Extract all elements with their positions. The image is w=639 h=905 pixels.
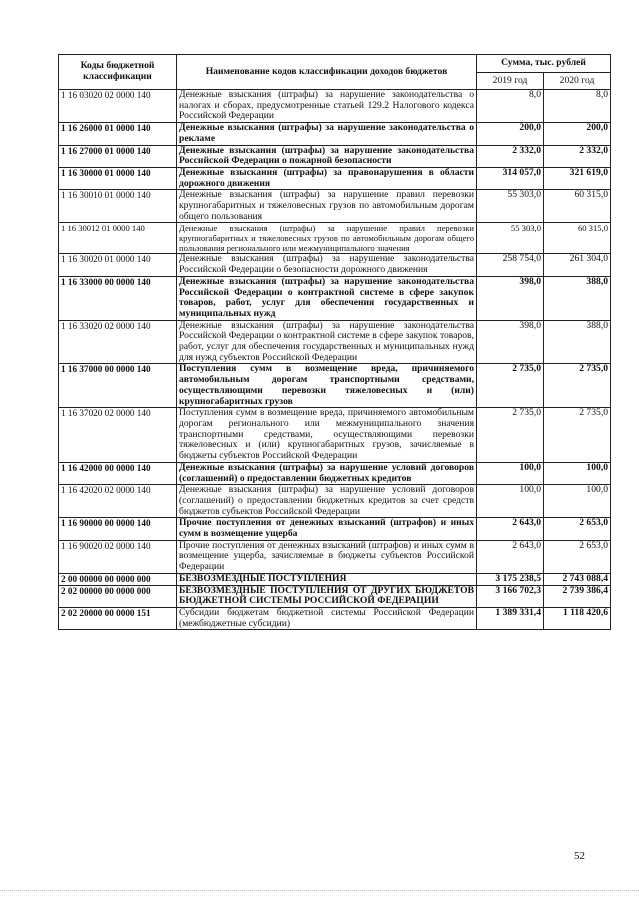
row-value-2020: 1 118 420,6 xyxy=(544,607,611,629)
row-name: Денежные взыскания (штрафы) за нарушение законодательства Российской Федерации о контрактной системе в сфере закупок товаров, работ, услуг для обеспечения государственных и муниципальных нужд xyxy=(177,276,477,320)
header-codes: Коды бюджетной классификации xyxy=(59,55,177,90)
row-name: Денежные взыскания (штрафы) за нарушение условий договоров (соглашений) о предоставлении бюджетных кредитов xyxy=(177,462,477,484)
page-number: 52 xyxy=(574,850,585,862)
table-row xyxy=(59,190,611,223)
row-code: 1 16 30010 01 0000 140 xyxy=(59,190,177,223)
row-value-2019: 100,0 xyxy=(477,485,544,518)
row-name: Прочие поступления от денежных взысканий (штрафов) и иных сумм в возмещение ущерба, зачисляемые в бюджеты субъектов Российской Федерации xyxy=(177,540,477,573)
row-code: 1 16 30000 01 0000 140 xyxy=(59,167,177,189)
row-name: Денежные взыскания (штрафы) за нарушение законодательства о налогах и сборах, предусмотренные статьей 129.2 Налогового кодекса Российской Федерации xyxy=(177,90,477,123)
row-value-2019: 2 332,0 xyxy=(477,145,544,167)
table-row xyxy=(59,254,611,276)
row-name: Поступления сумм в возмещение вреда, причиняемого автомобильным дорогам транспортными средствами, осуществляющими перевозки тяжеловесных и (или) крупногабаритных грузов xyxy=(177,364,477,408)
row-code: 1 16 90020 02 0000 140 xyxy=(59,540,177,573)
row-name: Денежные взыскания (штрафы) за нарушение правил перевозки крупногабаритных и тяжеловесных грузов по автомобильным дорогам общего пользования регионального или межмуниципального значения xyxy=(177,223,477,254)
row-value-2019: 3 166 702,3 xyxy=(477,585,544,607)
row-code: 2 02 00000 00 0000 000 xyxy=(59,585,177,607)
row-code: 2 00 00000 00 0000 000 xyxy=(59,573,177,585)
row-code: 1 16 90000 00 0000 140 xyxy=(59,518,177,540)
row-value-2020: 200,0 xyxy=(544,123,611,145)
header-year-2020: 2020 год xyxy=(544,73,611,90)
row-name: Денежные взыскания (штрафы) за правонарушения в области дорожного движения xyxy=(177,167,477,189)
table-row xyxy=(59,223,611,254)
row-value-2019: 100,0 xyxy=(477,462,544,484)
row-value-2020: 60 315,0 xyxy=(544,190,611,223)
row-value-2019: 398,0 xyxy=(477,320,544,364)
row-value-2020: 321 619,0 xyxy=(544,167,611,189)
row-name: Денежные взыскания (штрафы) за нарушение условий договоров (соглашений) о предоставлении бюджетных кредитов за счет средств бюджетов субъектов Российской Федерации xyxy=(177,485,477,518)
table-row xyxy=(59,90,611,123)
row-value-2020: 2 739 386,4 xyxy=(544,585,611,607)
row-value-2020: 100,0 xyxy=(544,462,611,484)
row-name: БЕЗВОЗМЕЗДНЫЕ ПОСТУПЛЕНИЯ ОТ ДРУГИХ БЮДЖЕТОВ БЮДЖЕТНОЙ СИСТЕМЫ РОССИЙСКОЙ ФЕДЕРАЦИИ xyxy=(177,585,477,607)
table-row xyxy=(59,518,611,540)
row-value-2019: 2 735,0 xyxy=(477,408,544,463)
header-year-2019: 2019 год xyxy=(477,73,544,90)
row-value-2019: 398,0 xyxy=(477,276,544,320)
row-value-2020: 261 304,0 xyxy=(544,254,611,276)
row-name: Поступления сумм в возмещение вреда, причиняемого автомобильным дорогам регионального или межмуниципального значения транспортными средствами, осуществляющими перевозки тяжеловесных и (или) крупногабаритных грузов, зачисляемые в бюджеты субъектов Российской Федерации xyxy=(177,408,477,463)
row-value-2019: 258 754,0 xyxy=(477,254,544,276)
row-code: 1 16 33020 02 0000 140 xyxy=(59,320,177,364)
row-name: Субсидии бюджетам бюджетной системы Российской Федерации (межбюджетные субсидии) xyxy=(177,607,477,629)
row-value-2020: 2 653,0 xyxy=(544,518,611,540)
row-value-2019: 314 057,0 xyxy=(477,167,544,189)
header-name: Наименование кодов классификации доходов бюджетов xyxy=(177,55,477,90)
row-value-2019: 200,0 xyxy=(477,123,544,145)
row-value-2019: 3 175 238,5 xyxy=(477,573,544,585)
table-row xyxy=(59,364,611,408)
row-value-2020: 2 735,0 xyxy=(544,408,611,463)
table-row xyxy=(59,320,611,364)
row-value-2020: 2 332,0 xyxy=(544,145,611,167)
row-value-2019: 2 643,0 xyxy=(477,540,544,573)
row-code: 1 16 37000 00 0000 140 xyxy=(59,364,177,408)
row-name: Денежные взыскания (штрафы) за нарушение законодательства Российской Федерации о пожарной безопасности xyxy=(177,145,477,167)
row-value-2019: 1 389 331,4 xyxy=(477,607,544,629)
row-value-2020: 8,0 xyxy=(544,90,611,123)
table-row xyxy=(59,462,611,484)
row-name: Прочие поступления от денежных взысканий (штрафов) и иных сумм в возмещение ущерба xyxy=(177,518,477,540)
table-row xyxy=(59,167,611,189)
row-code: 1 16 30020 01 0000 140 xyxy=(59,254,177,276)
table-row xyxy=(59,123,611,145)
row-code: 1 16 26000 01 0000 140 xyxy=(59,123,177,145)
table-row xyxy=(59,585,611,607)
row-value-2019: 2 735,0 xyxy=(477,364,544,408)
table-row xyxy=(59,408,611,463)
row-value-2020: 388,0 xyxy=(544,320,611,364)
table-row xyxy=(59,485,611,518)
row-code: 1 16 42000 00 0000 140 xyxy=(59,462,177,484)
row-value-2020: 60 315,0 xyxy=(544,223,611,254)
table-row xyxy=(59,607,611,629)
row-value-2019: 2 643,0 xyxy=(477,518,544,540)
row-code: 1 16 27000 01 0000 140 xyxy=(59,145,177,167)
table-row xyxy=(59,573,611,585)
row-value-2020: 2 653,0 xyxy=(544,540,611,573)
row-name: Денежные взыскания (штрафы) за нарушение правил перевозки крупногабаритных и тяжеловесных грузов по автомобильным дорогам общего пользования xyxy=(177,190,477,223)
row-code: 1 16 42020 02 0000 140 xyxy=(59,485,177,518)
row-value-2020: 388,0 xyxy=(544,276,611,320)
row-code: 2 02 20000 00 0000 151 xyxy=(59,607,177,629)
row-code: 1 16 33000 00 0000 140 xyxy=(59,276,177,320)
row-value-2020: 2 743 088,4 xyxy=(544,573,611,585)
row-value-2019: 8,0 xyxy=(477,90,544,123)
header-sum: Сумма, тыс. рублей xyxy=(477,55,611,73)
row-name: Денежные взыскания (штрафы) за нарушение законодательства Российской Федерации о контрактной системе в сфере закупок товаров, работ, услуг для обеспечения государственных и муниципальных нужд для нужд субъектов Российской Федерации xyxy=(177,320,477,364)
row-name: Денежные взыскания (штрафы) за нарушение законодательства о рекламе xyxy=(177,123,477,145)
revenue-table xyxy=(58,54,611,630)
row-code: 1 16 37020 02 0000 140 xyxy=(59,408,177,463)
row-value-2019: 55 303,0 xyxy=(477,190,544,223)
table-row xyxy=(59,540,611,573)
row-value-2020: 100,0 xyxy=(544,485,611,518)
row-name: БЕЗВОЗМЕЗДНЫЕ ПОСТУПЛЕНИЯ xyxy=(177,573,477,585)
row-code: 1 16 30012 01 0000 140 xyxy=(59,223,177,254)
page-bottom-divider xyxy=(0,890,639,892)
row-name: Денежные взыскания (штрафы) за нарушение законодательства Российской Федерации о безопасности дорожного движения xyxy=(177,254,477,276)
table-row xyxy=(59,276,611,320)
table-row xyxy=(59,145,611,167)
row-value-2019: 55 303,0 xyxy=(477,223,544,254)
row-code: 1 16 03020 02 0000 140 xyxy=(59,90,177,123)
row-value-2020: 2 735,0 xyxy=(544,364,611,408)
